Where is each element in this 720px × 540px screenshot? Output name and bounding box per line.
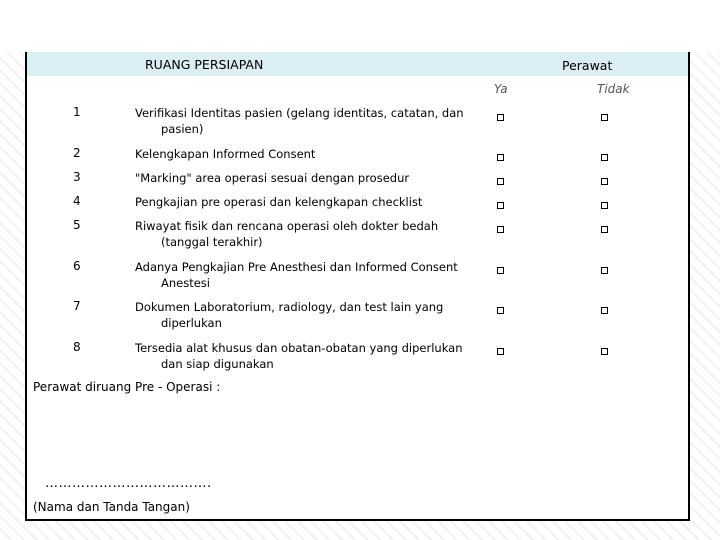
item-text-line1: Kelengkapan Informed Consent (135, 147, 316, 161)
item-number: 4 (73, 194, 81, 208)
ya-checkbox[interactable] (497, 178, 504, 185)
ya-checkbox[interactable] (497, 348, 504, 355)
item-text-line1: Riwayat fisik dan rencana operasi oleh dokter bedah (135, 219, 439, 233)
tidak-checkbox[interactable] (601, 154, 608, 161)
item-number: 1 (73, 105, 81, 119)
item-text-line1: Dokumen Laboratorium, radiology, dan test lain yang (135, 300, 444, 314)
column-ya-header: Ya (494, 82, 508, 96)
tidak-checkbox[interactable] (601, 178, 608, 185)
checklist-document (25, 52, 690, 521)
item-text-line1: Verifikasi Identitas pasien (gelang identitas, catatan, dan (135, 106, 464, 120)
item-text-line1: "Marking" area operasi sesuai dengan prosedur (135, 171, 410, 185)
top-band (0, 0, 720, 52)
item-text-line2: diperlukan (161, 316, 222, 330)
item-text-line1: Tersedia alat khusus dan obatan-obatan yang diperlukan (135, 341, 463, 355)
item-text-line1: Adanya Pengkajian Pre Anesthesi dan Informed Consent (135, 260, 458, 274)
item-text (135, 299, 465, 331)
tidak-checkbox[interactable] (601, 307, 608, 314)
item-number: 5 (73, 218, 81, 232)
header-row (27, 52, 688, 76)
item-number: 8 (73, 340, 81, 354)
tidak-checkbox[interactable] (601, 267, 608, 274)
tidak-checkbox[interactable] (601, 202, 608, 209)
item-text-line2: Anestesi (161, 276, 210, 290)
tidak-checkbox[interactable] (601, 114, 608, 121)
item-text-line2: pasien) (161, 122, 204, 136)
item-text (135, 218, 465, 250)
item-text-line2: dan siap digunakan (161, 357, 274, 371)
item-text (135, 340, 465, 372)
signature-line: ………………………………. (45, 476, 212, 491)
section-title: RUANG PERSIAPAN (145, 57, 264, 72)
signer-label: Perawat diruang Pre - Operasi : (33, 380, 221, 394)
item-text (135, 194, 465, 210)
item-number: 2 (73, 146, 81, 160)
item-text-line2: (tanggal terakhir) (161, 235, 263, 249)
item-text (135, 259, 465, 291)
item-number: 6 (73, 259, 81, 273)
ya-checkbox[interactable] (497, 267, 504, 274)
tidak-checkbox[interactable] (601, 226, 608, 233)
ya-checkbox[interactable] (497, 202, 504, 209)
item-text (135, 146, 465, 162)
ya-checkbox[interactable] (497, 154, 504, 161)
signature-caption: (Nama dan Tanda Tangan) (33, 500, 190, 514)
item-text-line1: Pengkajian pre operasi dan kelengkapan checklist (135, 195, 423, 209)
ya-checkbox[interactable] (497, 307, 504, 314)
ya-checkbox[interactable] (497, 226, 504, 233)
item-number: 7 (73, 299, 81, 313)
perawat-heading: Perawat (562, 58, 613, 73)
ya-checkbox[interactable] (497, 114, 504, 121)
tidak-checkbox[interactable] (601, 348, 608, 355)
item-number: 3 (73, 170, 81, 184)
item-text (135, 170, 465, 186)
item-text (135, 105, 465, 137)
column-tidak-header: Tidak (597, 82, 630, 96)
